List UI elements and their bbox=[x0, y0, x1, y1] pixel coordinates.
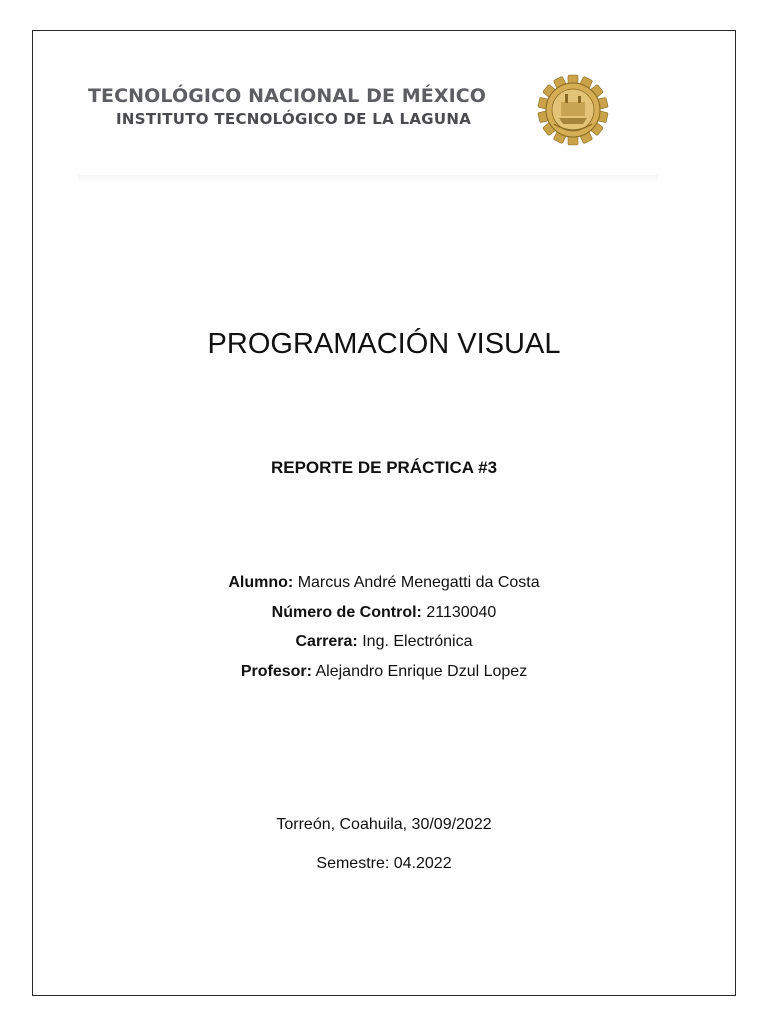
student-info bbox=[0, 571, 768, 689]
header-shadow bbox=[78, 175, 658, 185]
subject-title: PROGRAMACIÓN VISUAL bbox=[207, 328, 561, 360]
professor-label: Profesor: bbox=[240, 662, 312, 680]
control-number-line bbox=[0, 601, 768, 631]
professor-value: Alejandro Enrique Dzul Lopez bbox=[315, 662, 528, 680]
report-title: REPORTE DE PRÁCTICA #3 bbox=[270, 458, 498, 477]
control-number-value: 21130040 bbox=[426, 603, 497, 621]
student-label: Alumno: bbox=[228, 574, 294, 591]
student-line bbox=[0, 571, 768, 601]
gear-seal-icon bbox=[535, 72, 611, 148]
student-value: Marcus André Menegatti da Costa bbox=[297, 574, 540, 591]
place-date: Torreón, Coahuila, 30/09/2022 bbox=[276, 816, 492, 833]
career-label: Carrera: bbox=[295, 633, 358, 650]
career-value: Ing. Electrónica bbox=[362, 633, 473, 650]
institution-name: TECNOLÓGICO NACIONAL DE MÉXICO bbox=[88, 85, 487, 107]
control-number-label: Número de Control: bbox=[271, 603, 422, 621]
semester: Semestre: 04.2022 bbox=[316, 855, 452, 872]
professor-line bbox=[0, 660, 768, 690]
institution-header bbox=[88, 72, 618, 156]
campus-name: INSTITUTO TECNOLÓGICO DE LA LAGUNA bbox=[116, 110, 472, 128]
career-line bbox=[0, 630, 768, 660]
